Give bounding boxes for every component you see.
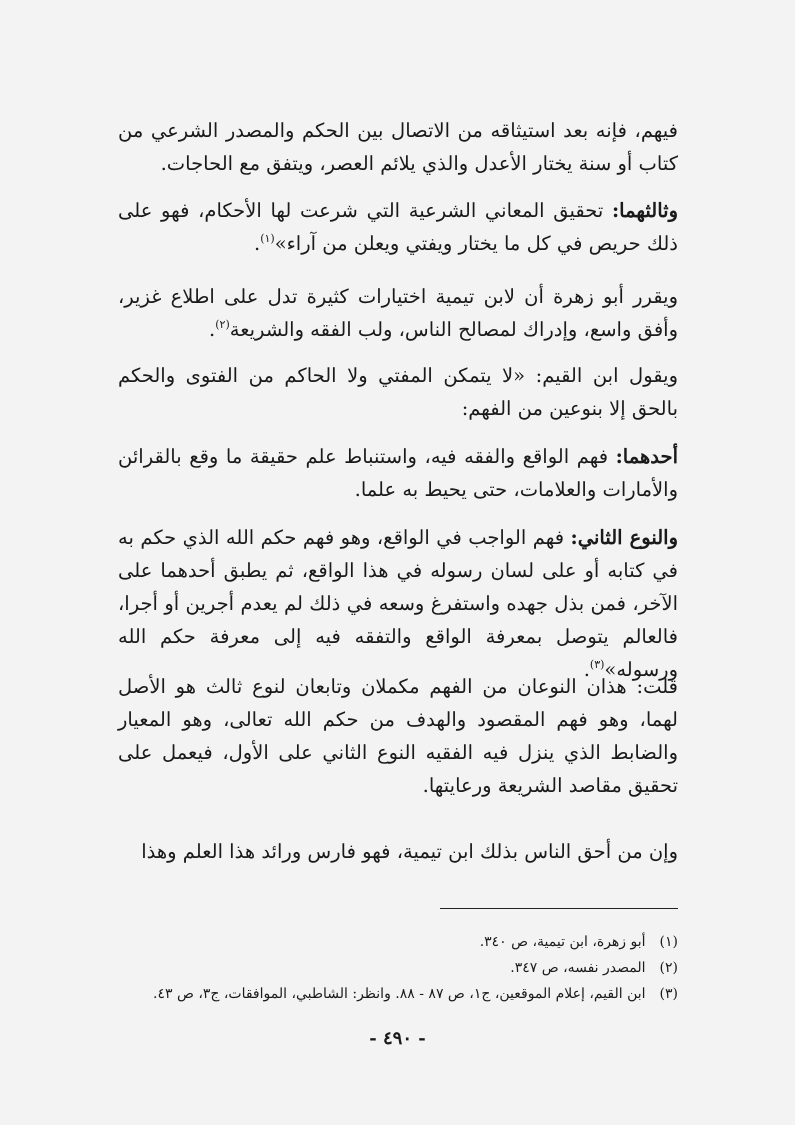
paragraph-lead: والنوع الثاني: [570,526,678,549]
footnote-ref[interactable]: (٣) [589,658,605,671]
page-number: - ٤٩٠ - [369,1028,426,1049]
paragraph-text: فهم الواجب في الواقع، وهو فهم حكم الله الذي حكم به في كتابه أو على لسان رسوله في هذا الواقع، ثم يطبق أحدهما على الآخر، فمن بذل جهده واستفرغ وسعه في ذلك لم يعدم أجرين أو أجرا، فالعالم يتوصل بمعرفة الواقع والتفقه فيه إلى معرفة حكم الله ورسوله» [118,526,678,681]
paragraph-6: والنوع الثاني: فهم الواجب في الواقع، وهو فهم حكم الله الذي حكم به في كتابه أو على لسان رسوله في هذا الواقع، ثم يطبق أحدهما على الآخر، فمن بذل جهده واستفرغ وسعه في ذلك لم يعدم أجرين أو أجرا، فالعالم يتوصل بمعرفة الواقع والتفقه فيه إلى معرفة حكم الله ورسوله»$^{(٣)}$. [118,526,678,681]
paragraph-4 [118,359,678,425]
paragraph-5 [118,440,678,506]
paragraph-text: وإن من أحق الناس بذلك ابن تيمية، فهو فارس ورائد هذا العلم وهذا [141,840,678,863]
paragraph-text: فهم الواقع والفقه فيه، واستنباط علم حقيقة ما وقع بالقرائن والأمارات والعلامات، حتى يحيط به علما. [118,445,678,501]
footnote-number: (١) [659,934,678,950]
footnote-3 [118,984,678,1004]
paragraph-1 [118,114,678,180]
footnote-ref[interactable]: (٢) [215,318,230,331]
footnote-text: أبو زهرة، ابن تيمية، ص ٣٤٠. [479,934,646,950]
paragraph-3: ويقرر أبو زهرة أن لابن تيمية اختيارات كثيرة تدل على اطلاع غزير، وأفق واسع، وإدراك لمصالح الناس، ولب الفقه والشريعة$^{(٢)}$. [118,285,678,341]
footnote-number: (٣) [659,986,678,1002]
paragraph-2: وثالثهما: تحقيق المعاني الشرعية التي شرعت لها الأحكام، فهو على ذلك حريص في كل ما يختار ويفتي ويعلن من آراء»$^{(١)}$. [118,199,678,255]
paragraph-7 [118,670,678,802]
paragraph-8 [118,835,678,868]
paragraph-lead: أحدهما: [615,445,678,468]
paragraph-text: تحقيق المعاني الشرعية التي شرعت لها الأحكام، فهو على ذلك حريص في كل ما يختار ويفتي ويعلن من آراء» [118,199,678,255]
footnote-text: ابن القيم، إعلام الموقعين، ج١، ص ٨٧ - ٨٨. وانظر: الشاطبي، الموافقات، ج٣، ص ٤٣. [153,986,646,1002]
footnote-divider [440,908,678,909]
footnote-number: (٢) [659,960,678,976]
paragraph-text: ويقول ابن القيم: «لا يتمكن المفتي ولا الحاكم من الفتوى والحكم بالحق إلا بنوعين من الفهم: [118,364,678,420]
paragraph-text: قلت: هذان النوعان من الفهم مكملان وتابعان لنوع ثالث هو الأصل لهما، وهو فهم المقصود والهدف من حكم الله تعالى، وهو المعيار والضابط الذي ينزل فيه الفقيه النوع الثاني على الأول، فيعمل على تحقيق مقاصد الشريعة ورعايتها. [118,675,678,797]
paragraph-text: فيهم، فإنه بعد استيثاقه من الاتصال بين الحكم والمصدر الشرعي من كتاب أو سنة يختار الأعدل والذي يلائم العصر، ويتفق مع الحاجات. [118,119,678,175]
footnote-ref[interactable]: (١) [260,232,275,245]
paragraph-lead: وثالثهما: [611,199,678,222]
footnote-2 [118,958,678,978]
paragraph-text: ويقرر أبو زهرة أن لابن تيمية اختيارات كثيرة تدل على اطلاع غزير، وأفق واسع، وإدراك لمصالح الناس، ولب الفقه والشريعة [118,285,678,341]
footnote-text: المصدر نفسه، ص ٣٤٧. [510,960,646,976]
footnote-1 [118,932,678,952]
